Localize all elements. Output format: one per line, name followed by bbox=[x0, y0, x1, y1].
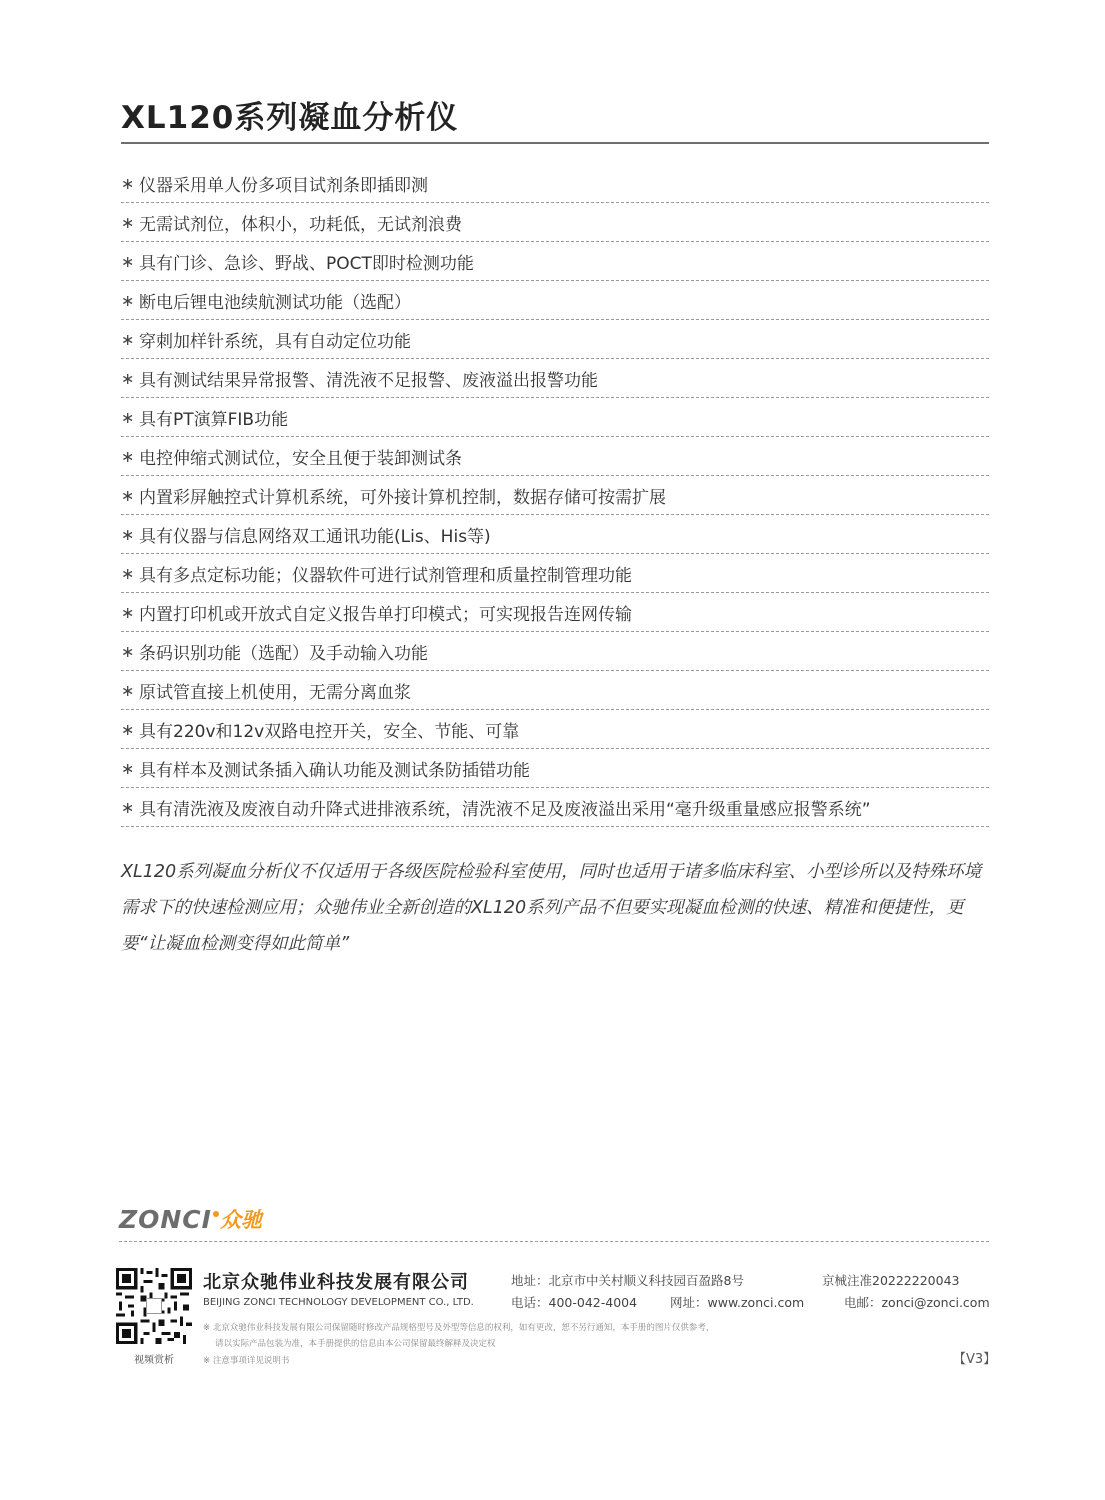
page-title: XL120系列凝血分析仪 bbox=[121, 100, 459, 136]
qr-caption: 视频赏析 bbox=[134, 1355, 174, 1366]
feature-item bbox=[121, 242, 989, 281]
logo-text-en: ZONCI bbox=[119, 1205, 212, 1234]
company-phone: 电话：400-042-4004 bbox=[511, 1295, 638, 1310]
feature-item bbox=[121, 203, 989, 242]
feature-text: 断电后锂电池续航测试功能（选配） bbox=[139, 292, 411, 313]
disclaimer-note-2: 请以实际产品包装为准，本手册提供的信息由本公司保留最终解释及决定权 bbox=[215, 1339, 496, 1349]
feature-text: 穿刺加样针系统，具有自动定位功能 bbox=[139, 331, 411, 352]
asterisk-bullet-icon: ∗ bbox=[121, 251, 135, 271]
feature-text: 具有清洗液及废液自动升降式进排液系统，清洗液不足及废液溢出采用“毫升级重量感应报警系统” bbox=[139, 799, 871, 820]
feature-item bbox=[121, 632, 989, 671]
disclaimer-note-3: ※ 注意事项详见说明书 bbox=[203, 1356, 290, 1366]
company-address: 地址：北京市中关村顺义科技园百盈路8号 bbox=[511, 1273, 744, 1288]
feature-item bbox=[121, 515, 989, 554]
feature-item bbox=[121, 398, 989, 437]
feature-list bbox=[121, 164, 989, 827]
feature-item bbox=[121, 749, 989, 788]
title-divider bbox=[121, 142, 989, 144]
asterisk-bullet-icon: ∗ bbox=[121, 368, 135, 388]
version-label: 【V3】 bbox=[953, 1352, 997, 1367]
asterisk-bullet-icon: ∗ bbox=[121, 602, 135, 622]
registration-number: 京械注准20222220043 bbox=[822, 1273, 960, 1288]
asterisk-bullet-icon: ∗ bbox=[121, 329, 135, 349]
feature-item bbox=[121, 671, 989, 710]
asterisk-bullet-icon: ∗ bbox=[121, 680, 135, 700]
feature-text: 内置打印机或开放式自定义报告单打印模式；可实现报告连网传输 bbox=[139, 604, 632, 625]
logo-dot-icon bbox=[213, 1211, 219, 1217]
company-website: 网址：www.zonci.com bbox=[670, 1295, 805, 1310]
feature-text: 仪器采用单人份多项目试剂条即插即测 bbox=[139, 175, 428, 196]
asterisk-bullet-icon: ∗ bbox=[121, 758, 135, 778]
asterisk-bullet-icon: ∗ bbox=[121, 563, 135, 583]
product-description: XL120系列凝血分析仪不仅适用于各级医院检验科室使用，同时也适用于诸多临床科室、小型诊所以及特殊环境需求下的快速检测应用；众驰伟业全新创造的XL120系列产品不但要实现凝血检测的快速、精准和便捷性，更要“让凝血检测变得如此简单” bbox=[121, 862, 982, 954]
footer-divider bbox=[119, 1241, 989, 1242]
disclaimer-note-1: ※ 北京众驰伟业科技发展有限公司保留随时修改产品规格型号及外型等信息的权利，如有更改，恕不另行通知，本手册的图片仅供参考， bbox=[203, 1323, 715, 1333]
feature-text: 电控伸缩式测试位，安全且便于装卸测试条 bbox=[139, 448, 462, 469]
feature-item bbox=[121, 437, 989, 476]
feature-text: 无需试剂位，体积小，功耗低，无试剂浪费 bbox=[139, 214, 462, 235]
asterisk-bullet-icon: ∗ bbox=[121, 407, 135, 427]
feature-text: 内置彩屏触控式计算机系统，可外接计算机控制，数据存储可按需扩展 bbox=[139, 487, 666, 508]
company-email: 电邮：zonci@zonci.com bbox=[844, 1295, 990, 1310]
feature-item bbox=[121, 593, 989, 632]
company-name-en: BEIJING ZONCI TECHNOLOGY DEVELOPMENT CO., LTD. bbox=[203, 1297, 474, 1308]
feature-item bbox=[121, 710, 989, 749]
feature-text: 具有测试结果异常报警、清洗液不足报警、废液溢出报警功能 bbox=[139, 370, 598, 391]
feature-text: 具有220v和12v双路电控开关，安全、节能、可靠 bbox=[139, 721, 520, 742]
brand-logo bbox=[119, 1203, 262, 1233]
feature-text: 具有PT演算FIB功能 bbox=[139, 409, 289, 430]
feature-text: 具有多点定标功能；仪器软件可进行试剂管理和质量控制管理功能 bbox=[139, 565, 632, 586]
feature-text: 具有样本及测试条插入确认功能及测试条防插错功能 bbox=[139, 760, 530, 781]
asterisk-bullet-icon: ∗ bbox=[121, 212, 135, 232]
feature-item bbox=[121, 554, 989, 593]
asterisk-bullet-icon: ∗ bbox=[121, 719, 135, 739]
feature-item bbox=[121, 788, 989, 827]
asterisk-bullet-icon: ∗ bbox=[121, 173, 135, 193]
asterisk-bullet-icon: ∗ bbox=[121, 446, 135, 466]
feature-text: 原试管直接上机使用，无需分离血浆 bbox=[139, 682, 411, 703]
feature-item bbox=[121, 320, 989, 359]
asterisk-bullet-icon: ∗ bbox=[121, 290, 135, 310]
asterisk-bullet-icon: ∗ bbox=[121, 524, 135, 544]
feature-item bbox=[121, 281, 989, 320]
feature-text: 条码识别功能（选配）及手动输入功能 bbox=[139, 643, 428, 664]
feature-text: 具有门诊、急诊、野战、POCT即时检测功能 bbox=[139, 253, 474, 274]
feature-item bbox=[121, 476, 989, 515]
asterisk-bullet-icon: ∗ bbox=[121, 641, 135, 661]
feature-item bbox=[121, 164, 989, 203]
feature-text: 具有仪器与信息网络双工通讯功能(Lis、His等) bbox=[139, 526, 491, 547]
company-name-cn: 北京众驰伟业科技发展有限公司 bbox=[203, 1272, 469, 1293]
logo-text-cn: 众驰 bbox=[219, 1208, 262, 1232]
qr-code-icon bbox=[116, 1268, 192, 1344]
asterisk-bullet-icon: ∗ bbox=[121, 797, 135, 817]
asterisk-bullet-icon: ∗ bbox=[121, 485, 135, 505]
feature-item bbox=[121, 359, 989, 398]
